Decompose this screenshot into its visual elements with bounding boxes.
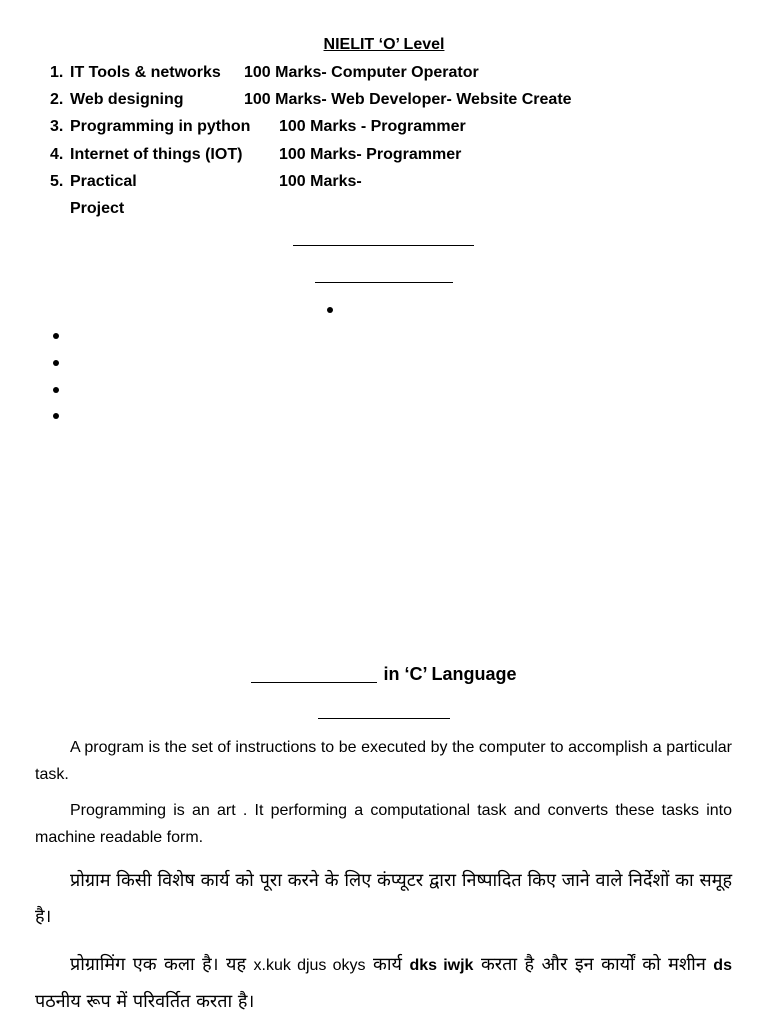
latin-bold-text: ds: [713, 957, 732, 974]
hindi-text: प्रोग्रामिंग एक कला है। यह: [70, 954, 247, 975]
page-title: NIELIT ‘O’ Level: [323, 36, 445, 53]
course-number: 3.: [50, 118, 64, 135]
section-heading: [0, 664, 768, 685]
course-name: Programming in python: [70, 118, 251, 135]
course-number: 2.: [50, 91, 64, 108]
course-marks: 100 Marks- Computer Operator: [244, 64, 479, 81]
hindi-text: करता है और इन कार्यों को मशीन: [480, 954, 706, 975]
course-item: [50, 91, 572, 109]
course-item: [50, 146, 462, 164]
course-name: IT Tools & networks: [70, 64, 221, 81]
hindi-paragraph: प्रोग्राम किसी विशेष कार्य को पूरा करने के लिए कंप्यूटर द्वारा निष्पादित किए जाने वाले निर्देशों का समूह है।: [35, 870, 732, 927]
course-extra-label: Project: [70, 200, 125, 217]
blank-line: [293, 245, 474, 246]
hindi-text: पठनीय रूप में परिवर्तित करता है।: [35, 991, 255, 1012]
course-marks: 100 Marks- Web Developer- Website Create: [244, 91, 572, 108]
heading-blank-line: [251, 664, 377, 683]
course-marks: 100 Marks-: [279, 173, 362, 190]
course-item: [50, 118, 466, 136]
course-number: 1.: [50, 64, 64, 81]
course-marks: 100 Marks- Programmer: [279, 146, 462, 163]
section-heading-text: in ‘C’ Language: [383, 664, 517, 684]
hindi-paragraph: [35, 947, 732, 1020]
blank-line: [318, 718, 450, 719]
bullet-point: [327, 307, 333, 313]
course-name: Web designing: [70, 91, 184, 108]
course-number: 4.: [50, 146, 64, 163]
course-marks: 100 Marks - Programmer: [279, 118, 466, 135]
hindi-text: कार्य: [373, 954, 402, 975]
course-item: [50, 64, 479, 82]
course-item: [50, 173, 362, 191]
paragraph: Programming is an art . It performing a computational task and converts these tasks into machine readable form.: [35, 802, 732, 846]
bullet-point: [53, 360, 59, 366]
paragraph: A program is the set of instructions to be executed by the computer to accomplish a particular task.: [35, 739, 732, 783]
bullet-point: [53, 387, 59, 393]
latin-text: x.kuk djus okys: [253, 957, 366, 974]
bullet-point: [53, 333, 59, 339]
blank-line: [315, 282, 453, 283]
course-name: Practical: [70, 173, 137, 190]
latin-bold-text: dks iwjk: [409, 957, 474, 974]
course-name: Internet of things (IOT): [70, 146, 243, 163]
bullet-point: [53, 413, 59, 419]
course-number: 5.: [50, 173, 64, 190]
